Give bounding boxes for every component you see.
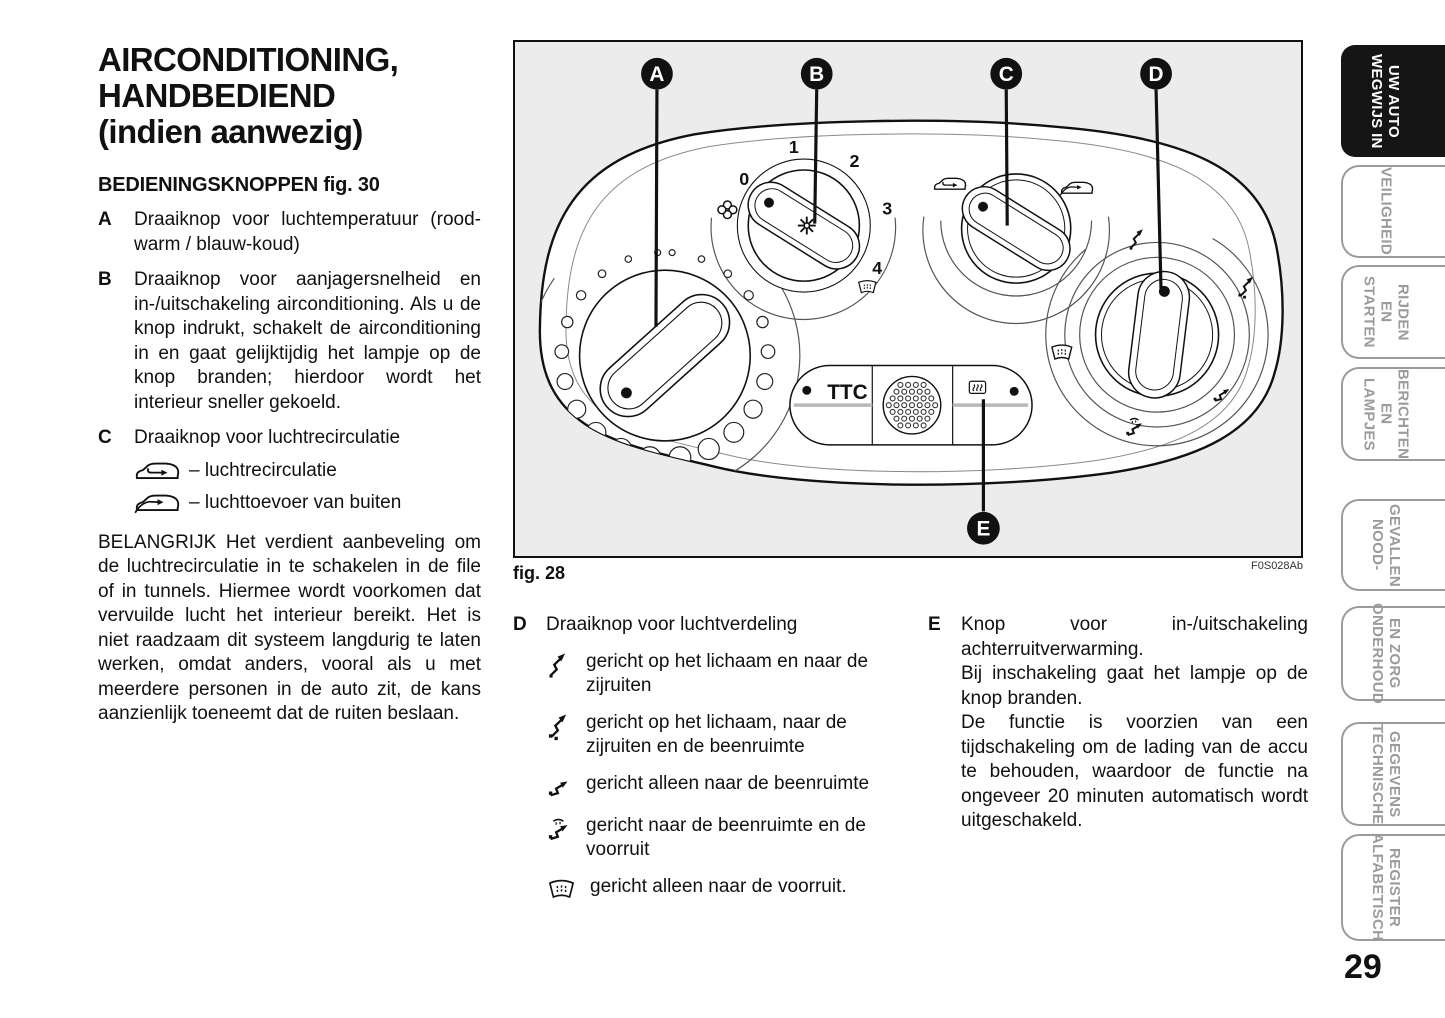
tab-wegwijs-in-uw-auto: WEGWIJS IN UW AUTO bbox=[1341, 45, 1445, 157]
item-key: D bbox=[513, 614, 527, 635]
car-recirculation-icon bbox=[134, 459, 180, 483]
temperature-knob bbox=[580, 270, 751, 441]
air-distribution-option bbox=[546, 711, 907, 760]
item-key: C bbox=[98, 427, 112, 448]
item-key: E bbox=[928, 614, 941, 635]
tab-veiligheid: VEILIGHEID bbox=[1341, 165, 1445, 258]
air-to-windscreen-icon bbox=[546, 876, 577, 903]
windscreen-demist-icon bbox=[1052, 345, 1072, 359]
air-to-feet-icon bbox=[546, 773, 573, 802]
air-to-body-and-feet-icon bbox=[546, 712, 573, 741]
ttc-button-label: TTC bbox=[827, 381, 868, 405]
title-line: (indien aanwezig) bbox=[98, 113, 363, 150]
svg-text:0: 0 bbox=[739, 168, 750, 189]
item-key: A bbox=[98, 209, 112, 230]
callout-e: E bbox=[976, 517, 991, 541]
recirculation-option bbox=[134, 459, 481, 483]
air-distribution-option bbox=[546, 814, 907, 863]
item-text: Draaiknop voor aanjagersnelheid en in-/uitschakeling airconditioning. Als u de knop indrukt, schakelt de airconditioning in en gaat gelijktijdig het lampje op de knop branden; hierdoor wordt het interieur sneller gekoeld. bbox=[134, 269, 481, 413]
callout-b: B bbox=[809, 63, 825, 87]
item-key: B bbox=[98, 269, 112, 290]
e-paragraph: Knop voor in-/uitschakeling achterruitverwarming. bbox=[961, 614, 1308, 660]
control-item-e bbox=[928, 613, 1308, 834]
air-distribution-option bbox=[546, 772, 907, 802]
climate-control-panel-diagram bbox=[515, 42, 1301, 556]
page-title bbox=[98, 42, 481, 150]
option-text: gericht alleen naar de voorruit. bbox=[590, 875, 847, 897]
svg-text:2: 2 bbox=[849, 151, 860, 172]
figure-code: F0S028Ab bbox=[1251, 560, 1303, 572]
e-paragraph: Bij inschakeling gaat het lampje op de knop branden. bbox=[961, 663, 1308, 709]
item-text: Draaiknop voor luchtemperatuur (rood-warm / blauw-koud) bbox=[134, 209, 481, 255]
tab-technische-gegevens: TECHNISCHE GEGEVENS bbox=[1341, 722, 1445, 826]
callout-c: C bbox=[998, 63, 1014, 87]
rear-window-demist-icon bbox=[969, 381, 985, 393]
figure-28 bbox=[513, 40, 1303, 558]
title-line: AIRCONDITIONING, bbox=[98, 41, 399, 78]
control-item-a bbox=[98, 208, 481, 257]
tab-alfabetisch-register: ALFABETISCH REGISTER bbox=[1341, 834, 1445, 941]
item-text: Draaiknop voor luchtrecirculatie bbox=[134, 427, 401, 448]
e-paragraph: De functie is voorzien van een tijdschakeling om de lading van de accu te behouden, waardoor de functie na ongeveer 20 minuten automatisch wordt uitgeschakeld. bbox=[961, 712, 1308, 831]
section-heading: BEDIENINGSKNOPPEN fig. 30 bbox=[98, 174, 380, 196]
option-text: gericht op het lichaam, naar de zijruiten en de beenruimte bbox=[586, 711, 847, 757]
tab-lampjes-en-berichten: LAMPJES EN BERICHTEN bbox=[1341, 367, 1445, 461]
control-item-d bbox=[513, 613, 907, 638]
button-cluster bbox=[790, 365, 1032, 444]
tab-noodgevallen: NOOD- GEVALLEN bbox=[1341, 499, 1445, 591]
windscreen-demist-icon bbox=[859, 281, 876, 293]
figure-label: fig. 28 bbox=[513, 563, 566, 583]
tab-starten-en-rijden: STARTEN EN RIJDEN bbox=[1341, 265, 1445, 359]
option-text: – luchtrecirculatie bbox=[189, 459, 337, 481]
control-item-c bbox=[98, 426, 481, 451]
air-distribution-option bbox=[546, 875, 907, 903]
left-column bbox=[98, 42, 481, 727]
svg-text:4: 4 bbox=[872, 258, 883, 279]
option-text: – luchttoevoer van buiten bbox=[189, 491, 402, 513]
option-text: gericht naar de beenruimte en de voorruit bbox=[586, 814, 866, 860]
page-number: 29 bbox=[1344, 948, 1382, 986]
callout-d: D bbox=[1148, 63, 1164, 87]
outside-air-option bbox=[134, 491, 481, 515]
svg-text:1: 1 bbox=[788, 137, 799, 158]
e-section bbox=[928, 613, 1308, 834]
callout-a: A bbox=[649, 63, 665, 87]
title-line: HANDBEDIEND bbox=[98, 77, 336, 114]
air-to-feet-and-windscreen-icon bbox=[546, 815, 573, 844]
air-distribution-option bbox=[546, 650, 907, 699]
ttc-button-led bbox=[802, 386, 811, 395]
option-text: gericht op het lichaam en naar de zijruiten bbox=[586, 650, 869, 696]
tab-onderhoud-en-zorg: ONDERHOUD EN ZORG bbox=[1341, 606, 1445, 701]
air-to-body-icon bbox=[546, 651, 573, 680]
rear-demist-led bbox=[1010, 387, 1019, 396]
svg-text:3: 3 bbox=[882, 198, 893, 219]
important-note: BELANGRIJK Het verdient aanbeveling om de luchtrecirculatie in te schakelen in de file of in tunnels. Hiermee wordt voorkomen dat vervuilde lucht het interieur bereikt. Het is niet raadzaam dit systeem langdurig te laten werken, omdat anders, vooral als u met meerdere personen in de auto zit, de kans aanzienlijk toeneemt dat de ruiten beslaan. bbox=[98, 531, 481, 724]
control-item-b bbox=[98, 268, 481, 415]
option-text: gericht alleen naar de beenruimte bbox=[586, 772, 870, 794]
item-text: Draaiknop voor luchtverdeling bbox=[546, 614, 798, 635]
d-section bbox=[513, 613, 907, 903]
car-outside-air-icon bbox=[134, 491, 180, 515]
